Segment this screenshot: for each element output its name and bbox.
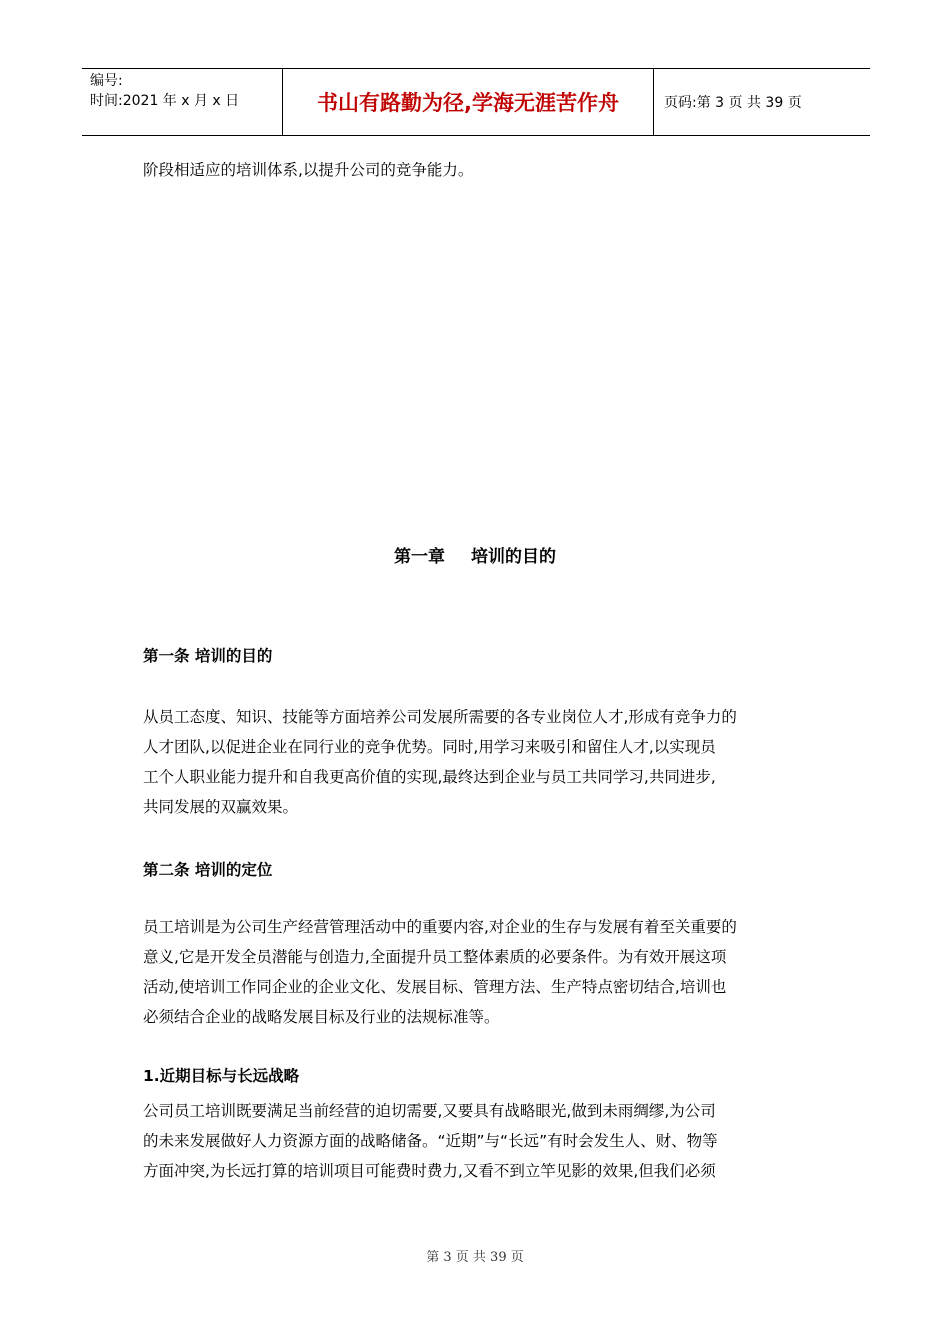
paragraph-line: 必须结合企业的战略发展目标及行业的法规标准等。	[143, 1008, 500, 1026]
document-date-label: 时间:2021 年 x 月 x 日	[90, 93, 240, 109]
section1-heading: 1.近期目标与长远战略	[143, 1067, 300, 1085]
article2-heading: 第二条 培训的定位	[143, 861, 273, 879]
paragraph-line: 活动,使培训工作同企业的企业文化、发展目标、管理方法、生产特点密切结合,培训也	[143, 978, 727, 996]
article2-paragraph	[143, 912, 813, 1032]
section1-paragraph	[143, 1096, 813, 1186]
chapter-name: 培训的目的	[471, 547, 556, 567]
paragraph-line: 方面冲突,为长远打算的培训项目可能费时费力,又看不到立竿见影的效果,但我们必须	[143, 1162, 716, 1180]
paragraph-line: 人才团队,以促进企业在同行业的竞争优势。同时,用学习来吸引和留住人才,以实现员	[143, 738, 716, 756]
header-page-label: 页码:第 3 页 共 39 页	[664, 95, 802, 111]
chapter-title	[0, 542, 950, 567]
document-number-label: 编号:	[90, 73, 123, 89]
page-header	[82, 68, 870, 136]
chapter-number: 第一章	[394, 547, 445, 567]
paragraph-line: 的未来发展做好人力资源方面的战略储备。“近期”与“长远”有时会发生人、财、物等	[143, 1132, 718, 1150]
paragraph-line: 共同发展的双赢效果。	[143, 798, 299, 816]
article1-heading: 第一条 培训的目的	[143, 647, 273, 665]
intro-line: 阶段相适应的培训体系,以提升公司的竞争能力。	[143, 161, 474, 179]
paragraph-line: 意义,它是开发全员潜能与创造力,全面提升员工整体素质的必要条件。为有效开展这项	[143, 948, 727, 966]
header-meta	[82, 69, 282, 135]
article1-paragraph	[143, 702, 813, 822]
page-footer: 第 3 页 共 39 页	[426, 1250, 524, 1265]
paragraph-line: 工个人职业能力提升和自我更高价值的实现,最终达到企业与员工共同学习,共同进步,	[143, 768, 716, 786]
paragraph-line: 员工培训是为公司生产经营管理活动中的重要内容,对企业的生存与发展有着至关重要的	[143, 918, 737, 936]
paragraph-line: 公司员工培训既要满足当前经营的迫切需要,又要具有战略眼光,做到未雨绸缪,为公司	[143, 1102, 716, 1120]
header-motto: 书山有路勤为径,学海无涯苦作舟	[282, 69, 654, 135]
paragraph-line: 从员工态度、知识、技能等方面培养公司发展所需要的各专业岗位人才,形成有竞争力的	[143, 708, 737, 726]
